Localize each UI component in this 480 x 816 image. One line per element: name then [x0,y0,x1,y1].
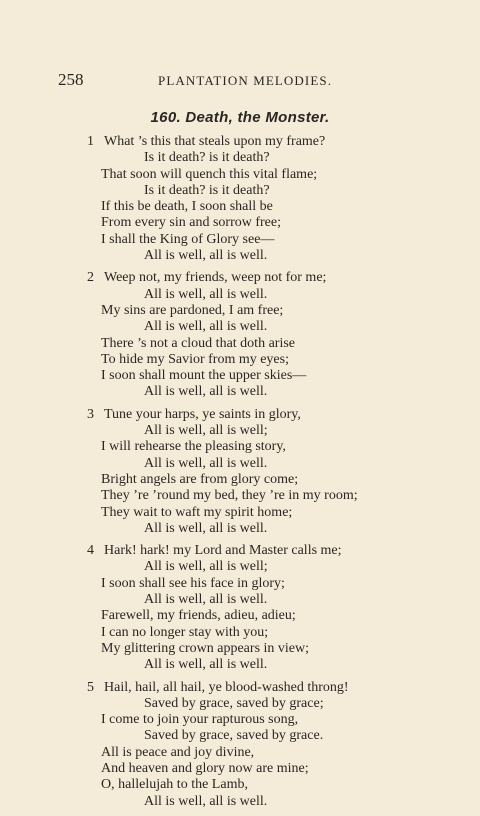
page-number: 258 [58,70,84,89]
verse-4 [0,543,480,673]
verse-line: Hail, hail, all hail, ye blood-washed throng! [104,679,349,695]
verse-line: Is it death? is it death? [144,150,270,166]
verse-line: I come to join your rapturous song, [101,712,299,728]
verse-line: All is peace and joy divine, [101,744,255,760]
verse-2 [0,270,480,400]
verse-line: O, hallelujah to the Lamb, [101,777,248,793]
verse-line: All is well, all is well. [144,793,268,809]
verse-line: Farewell, my friends, adieu, adieu; [101,608,296,624]
verse-line: I can no longer stay with you; [101,624,269,640]
running-title: PLANTATION MELODIES. [158,73,333,88]
verse-5 [0,680,480,810]
verse-1 [0,134,480,264]
verse-line: All is well, all is well. [144,520,268,536]
verse-line: They ’re ’round my bed, they ’re in my room; [101,488,358,504]
verse-line: My sins are pardoned, I am free; [101,302,284,318]
hymn-title: 160. Death, the Monster. [150,109,330,126]
verse-line: All is well, all is well. [144,592,268,608]
verse-number: 5 [87,679,94,695]
verse-line: They wait to waft my spirit home; [101,504,293,520]
verse-line: I soon shall see his face in glory; [101,575,285,591]
verse-line: All is well, all is well; [144,559,268,575]
verse-line: All is well, all is well; [144,423,268,439]
verse-line: If this be death, I soon shall be [101,199,273,215]
verse-line: All is well, all is well. [144,384,268,400]
verse-line: And heaven and glory now are mine; [101,760,309,776]
verse-line: What ’s this that steals upon my frame? [104,134,326,149]
verse-line: Is it death? is it death? [144,182,270,198]
verse-number: 2 [87,270,94,286]
verse-line: I soon shall mount the upper skies— [101,368,307,384]
page-header [0,70,480,90]
verse-line: That soon will quench this vital flame; [101,166,318,182]
verse-line: There ’s not a cloud that doth arise [101,335,295,351]
verse-line: All is well, all is well. [144,286,268,302]
verse-line: Saved by grace, saved by grace; [144,695,324,711]
verse-line: All is well, all is well. [144,657,268,673]
verse-line: To hide my Savior from my eyes; [101,351,289,367]
verse-line: Hark! hark! my Lord and Master calls me; [104,543,342,559]
verse-line: I shall the King of Glory see— [101,231,275,247]
verse-line: I will rehearse the pleasing story, [101,439,286,455]
verse-line: My glittering crown appears in view; [101,640,310,656]
verse-line: All is well, all is well. [144,248,268,264]
verse-number: 1 [87,134,94,149]
verse-line: All is well, all is well. [144,319,268,335]
verse-line: Tune your harps, ye saints in glory, [104,406,301,422]
verse-line: All is well, all is well. [144,455,268,471]
verse-number: 3 [87,406,94,422]
verse-line: Saved by grace, saved by grace. [144,728,324,744]
verse-line: Bright angels are from glory come; [101,471,299,487]
verse-3 [0,407,480,537]
verse-line: From every sin and sorrow free; [101,215,282,231]
hymn-verses [0,134,480,816]
verse-number: 4 [87,543,94,559]
verse-line: Weep not, my friends, weep not for me; [104,270,327,286]
